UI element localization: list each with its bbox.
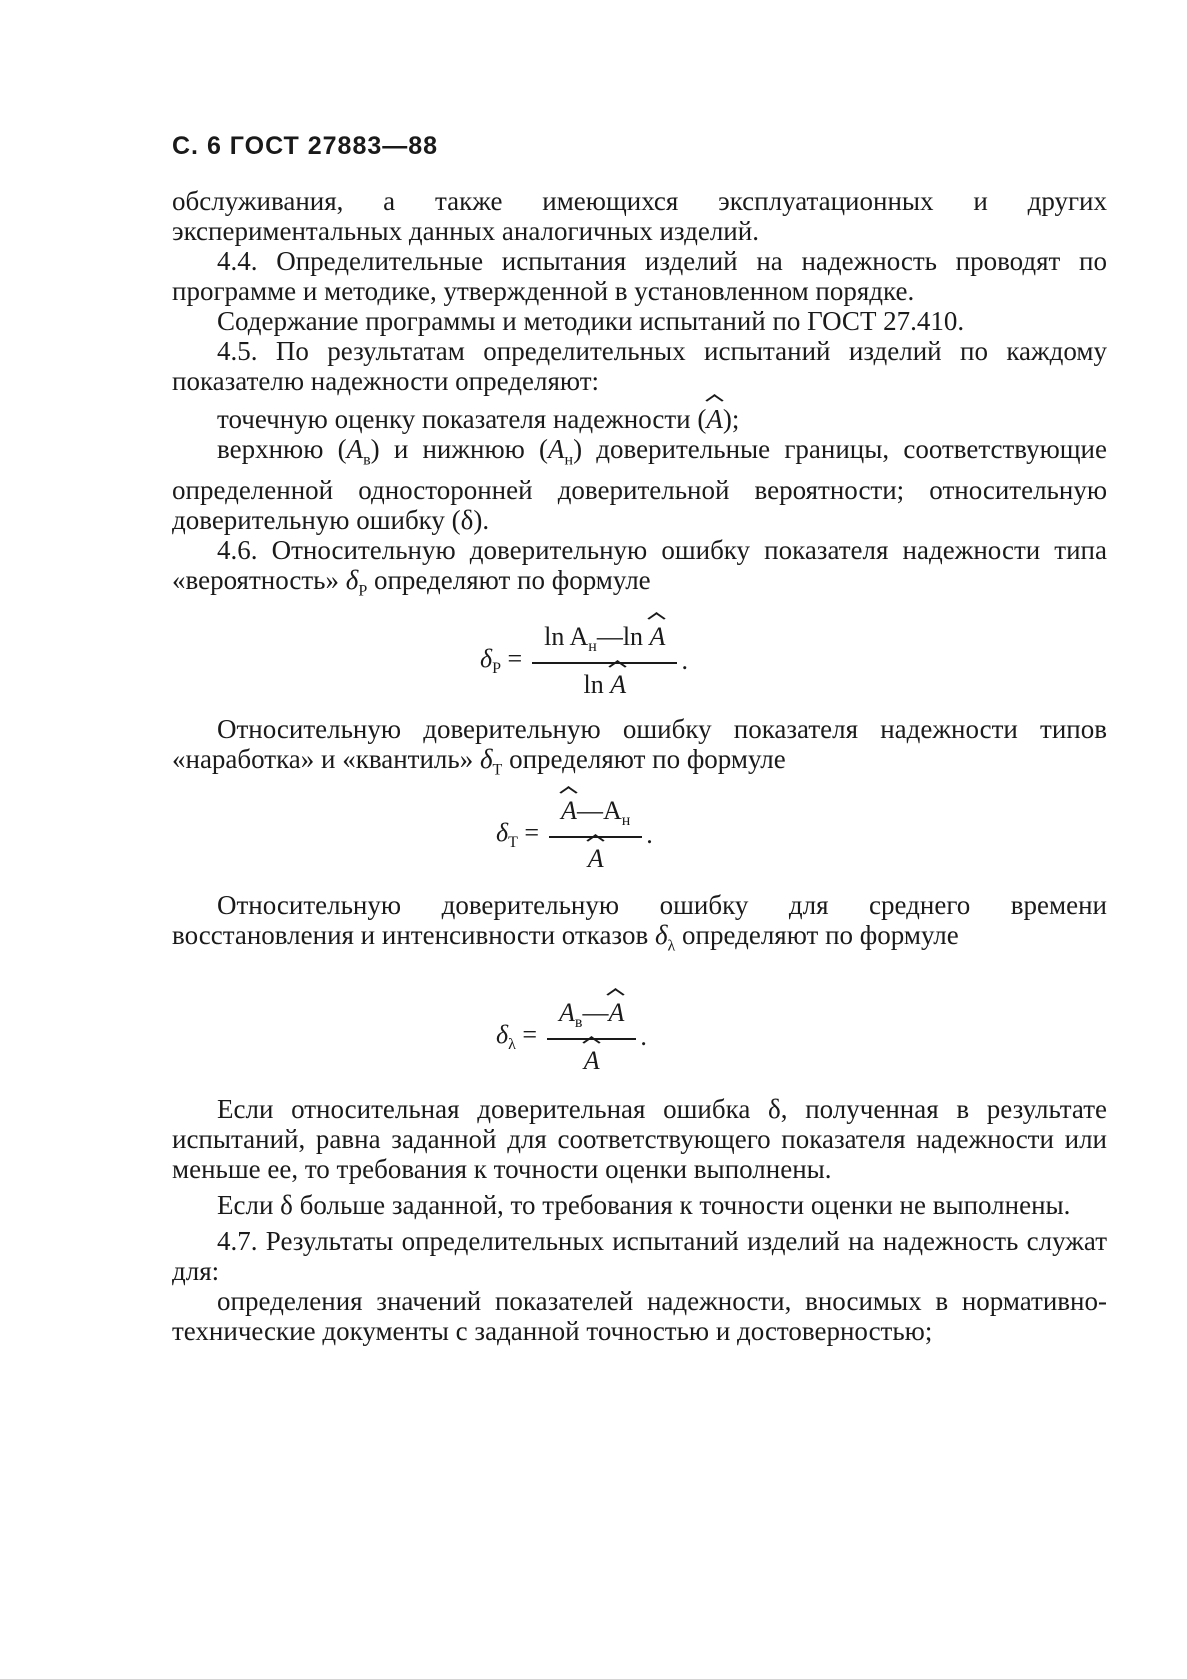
delta-symbol: δ: [480, 644, 493, 673]
formula-lhs: $\delta_P$ =: [480, 644, 523, 678]
paragraph-4-6: [172, 535, 1107, 606]
delta-symbol: δ: [496, 1020, 509, 1049]
denominator-text: ln: [583, 670, 604, 700]
a-symbol: A: [559, 998, 575, 1027]
paragraph-delta-t: [172, 714, 1107, 785]
numerator-text: —: [582, 998, 609, 1027]
a-hat-symbol: A: [706, 404, 723, 434]
period: .: [646, 820, 653, 850]
paragraph-delta-l: [172, 890, 1107, 961]
subscript: P: [492, 660, 501, 678]
formula-delta-lambda: [496, 998, 647, 1076]
a-hat-symbol: A: [649, 622, 666, 651]
numerator: [532, 622, 677, 664]
paragraph-4-4: 4.4. Определительные испытания изделий на надежность проводят по программе и методике, утвержденной в установленном порядке.: [172, 246, 1107, 306]
paragraph-text: определяют по формуле: [682, 920, 959, 950]
subscript: P: [358, 582, 368, 600]
formula-lhs: $\delta_T$ =: [496, 818, 540, 852]
paragraph: обслуживания, а также имеющихся эксплуатационных и других экспериментальных данных аналогичных изделий.: [172, 186, 1107, 246]
delta-symbol: δ: [479, 744, 493, 774]
subscript: в: [574, 1014, 583, 1032]
fraction: [549, 796, 642, 874]
text-block-delta-l: [172, 890, 1107, 961]
delta-symbol: δ: [654, 920, 668, 950]
denominator: [588, 838, 604, 874]
paragraph-text: определяют по формуле: [509, 744, 786, 774]
a-symbol: A: [548, 434, 565, 464]
paragraph-text: определяют по формуле: [373, 565, 651, 596]
subscript: T: [492, 761, 503, 779]
paragraph-4-5: 4.5. По результатам определительных испытаний изделий по каждому показателю надежности определяют:: [172, 336, 1107, 396]
paragraph-error-bad: Если δ больше заданной, то требования к точности оценки не выполнены.: [217, 1190, 1071, 1220]
formula-lhs: $\delta_\lambda$ =: [496, 1020, 538, 1054]
a-hat-symbol: A: [583, 1046, 600, 1076]
list-item-text: верхнюю: [217, 434, 324, 464]
period: .: [640, 1022, 647, 1052]
a-hat-symbol: A: [610, 670, 627, 700]
delta-symbol: δ: [345, 565, 359, 596]
numerator: [549, 796, 642, 838]
numerator-text: ln A: [544, 622, 589, 651]
numerator-text: —ln: [596, 622, 644, 651]
list-item-bounds: верхнюю $(A_в)$ и нижнюю $(A_н)$ доверительные границы, соответствующие определенной односторонней доверительной вероятности; относительную доверительную ошибку (δ).: [172, 434, 1107, 536]
denominator: [584, 1040, 600, 1076]
list-item-text: доверительные границы, соответствующие определенной односторонней доверительной вероятности; относительную доверительную ошибку (δ).: [172, 434, 1107, 536]
paragraph-4-7: 4.7. Результаты определительных испытаний изделий на надежность служат для:: [172, 1226, 1107, 1286]
list-item-point-estimate: точечную оценку показателя надежности (A);: [217, 404, 740, 434]
delta-symbol: δ: [496, 818, 509, 847]
a-hat-symbol: A: [587, 844, 604, 874]
paragraph-text: 4.6. Относительную доверительную ошибку показателя надежности типа «вероятность»: [172, 535, 1107, 596]
list-item-text: точечную оценку показателя надежности: [217, 404, 691, 434]
list-item-text: и нижнюю: [393, 434, 525, 464]
text-block-top: [172, 186, 1107, 607]
list-item-determination: определения значений показателей надежности, вносимых в нормативно-технические документы с заданной точностью и достоверностью;: [172, 1286, 1107, 1346]
fraction: [547, 998, 636, 1076]
page-header: С. 6 ГОСТ 27883—88: [172, 132, 439, 160]
subscript: λ: [508, 1036, 516, 1054]
subscript: T: [508, 834, 518, 852]
paragraph-error-ok: Если относительная доверительная ошибка δ, полученная в результате испытаний, равна заданной для соответствующего показателя надежности или меньше ее, то требования к точности оценки выполнены.: [172, 1094, 1107, 1184]
formula-delta-p: [480, 622, 688, 700]
a-hat-symbol: A: [561, 796, 577, 825]
subscript: н: [621, 812, 631, 830]
paragraph-program: Содержание программы и методики испытаний по ГОСТ 27.410.: [217, 306, 965, 336]
subscript: н: [564, 451, 574, 469]
numerator: [547, 998, 636, 1040]
numerator-text: —A: [576, 796, 622, 825]
subscript: н: [588, 638, 597, 656]
formula-delta-t: [496, 796, 653, 874]
denominator: [583, 664, 626, 700]
text-block-delta-t: [172, 714, 1107, 785]
a-hat-symbol: A: [608, 998, 625, 1027]
a-symbol: A: [346, 434, 364, 464]
subscript: λ: [667, 937, 676, 955]
fraction: [532, 622, 677, 700]
period: .: [681, 646, 688, 676]
paragraph-text: Относительную доверительную ошибку для среднего времени восстановления и интенсивности отказов: [172, 890, 1107, 950]
paragraph-text: Относительную доверительную ошибку показателя надежности типов «наработка» и «квантиль»: [172, 714, 1107, 774]
text-block-bottom: [172, 1094, 1107, 1346]
subscript: в: [363, 451, 371, 469]
